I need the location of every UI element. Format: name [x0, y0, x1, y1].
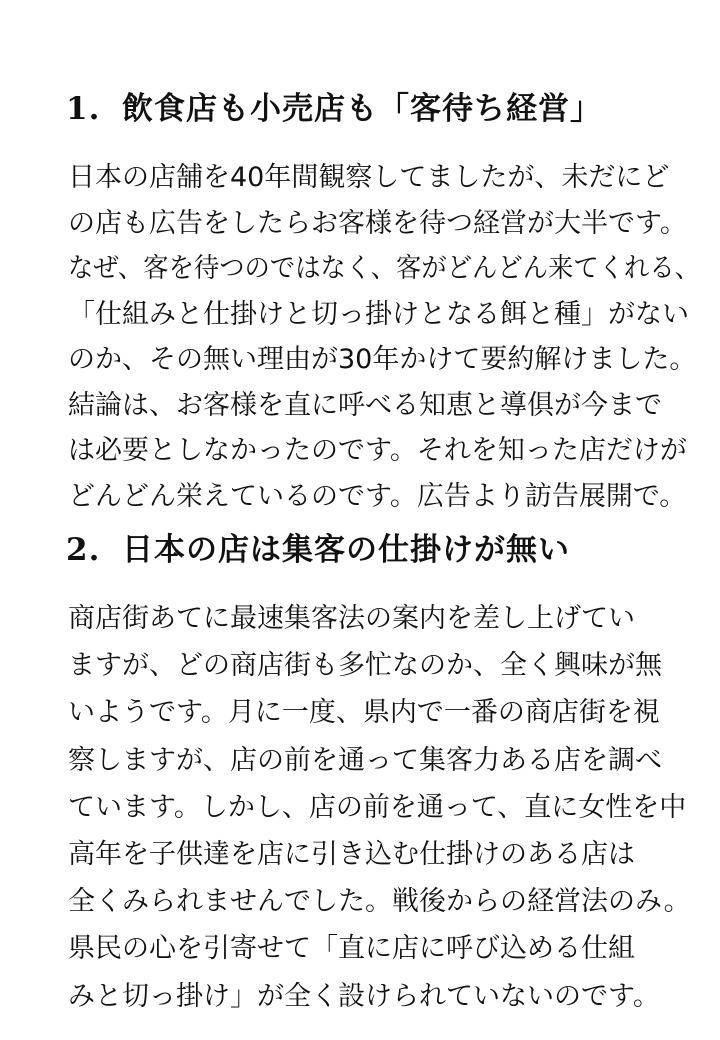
paragraph-line: 「仕組みと仕掛けと切っ掛けとなる餌と種」がない: [68, 298, 689, 330]
section-1-heading: [66, 87, 602, 131]
section-1-title: 飲食店も小売店も「客待ち経営」: [122, 91, 602, 127]
paragraph-line: は必要としなかったのです。それを知った店だけが: [68, 435, 687, 466]
paragraph-line: のか、その無い理由が30年かけて要約解けました。: [68, 344, 697, 375]
paragraph-line: 全くみられませんでした。戦後からの経営法のみ。: [68, 886, 691, 918]
paragraph-line: ています。しかし、店の前を通って、直に女性を中: [68, 791, 687, 823]
paragraph-line: 県民の心を引寄せて「直に店に呼び込める仕組: [68, 933, 635, 965]
paragraph-line: 高年を子供達を店に引き込む仕掛けのある店は: [68, 838, 635, 870]
paragraph-line: いようです。月に一度、県内で一番の商店街を視: [68, 697, 660, 729]
section-2-paragraph: [68, 595, 691, 1020]
paragraph-line: みと切っ掛け」が全く設けられていないのです。: [68, 980, 660, 1012]
paragraph-line: 商店街あてに最速集客法の案内を差し上げてい: [68, 603, 635, 634]
paragraph-line: どんどん栄えているのです。広告より訪告展開で。: [68, 480, 687, 512]
section-1-paragraph: [68, 155, 720, 519]
paragraph-line: 察しますが、店の前を通って集客力ある店を調べ: [68, 744, 662, 776]
paragraph-line: ますが、どの商店街も多忙なのか、全く興味が無: [68, 650, 662, 682]
paragraph-line: 結論は、お客様を直に呼べる知恵と導俱が今まで: [68, 389, 662, 421]
paragraph-line: なぜ、客を待つのではなく、客がどんどん来てくれる、: [68, 253, 701, 284]
section-2-title: 日本の店は集客の仕掛けが無い: [122, 532, 570, 568]
section-1-number: 1.: [66, 91, 101, 127]
section-2-heading: [66, 528, 570, 572]
paragraph-line: 日本の店舗を40年間観察してましたが、未だにど: [68, 162, 670, 193]
section-2-number: 2.: [66, 532, 101, 568]
paragraph-line: の店も広告をしたらお客様を待つ経営が大半です。: [68, 207, 687, 239]
